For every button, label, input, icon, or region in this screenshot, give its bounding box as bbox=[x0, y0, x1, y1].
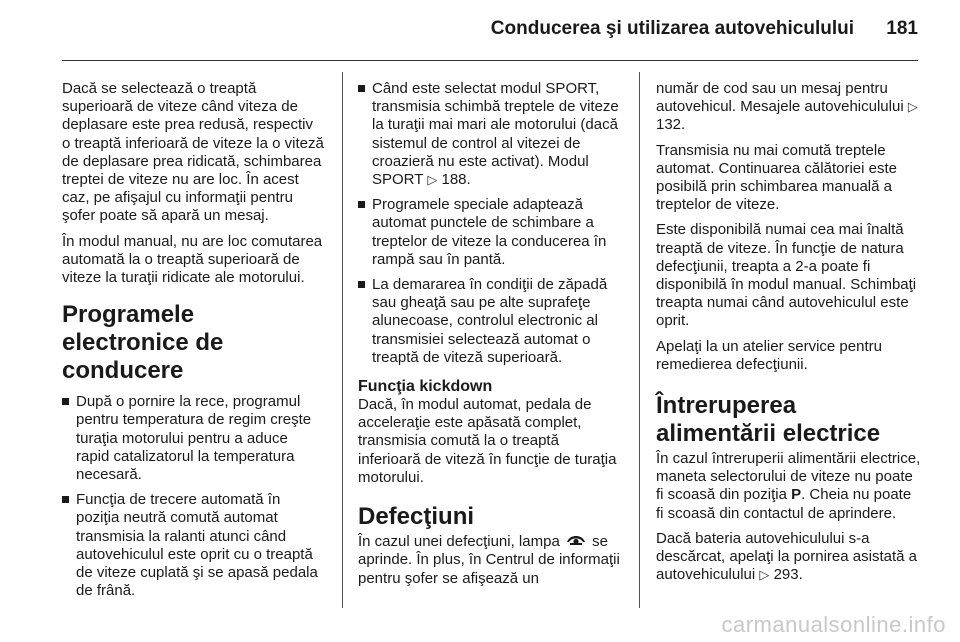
reference-arrow-icon: ▷ bbox=[907, 99, 918, 115]
header-divider bbox=[62, 60, 918, 61]
transmission-warning-lamp-icon bbox=[566, 533, 586, 551]
reference-arrow-icon: ▷ bbox=[427, 172, 438, 188]
section-heading-intrerupere: Întreruperea alimentării electrice bbox=[656, 392, 881, 448]
column-3 bbox=[656, 80, 922, 591]
page-title: Conducerea şi utilizarea autovehiculului bbox=[490, 18, 854, 39]
square-bullet-icon bbox=[358, 85, 365, 92]
paragraph: Dacă se selectează o treaptă superioară de viteze când viteza de deplasare este prea redusă, respectiv o treaptă inferioară de viteze la o viteză de deplasare prea ridicată, schimbarea treptei de viteze nu are loc. În acest caz, pe afişajul cu informaţii pentru şofer poate să apară un mesaj. bbox=[62, 80, 324, 225]
list-item-text: La demararea în condiţii de zăpadă sau gheaţă sau pe alte suprafeţe alunecoase, controlul electronic al transmisiei selectează automat o treaptă de viteză superioară. bbox=[372, 276, 608, 366]
list-item bbox=[358, 196, 623, 269]
section-heading-programe: Programele electronice de conducere bbox=[62, 301, 224, 385]
column-divider-1 bbox=[342, 72, 343, 608]
paragraph: Dacă, în modul automat, pedala de acceleraţie este apăsată complet, transmisia comută la o treaptă inferioară de viteză în funcţie de turaţia motorului. bbox=[358, 396, 617, 486]
paragraph-text: În cazul unei defecţiuni, lampa bbox=[358, 533, 560, 551]
list-item-text: Când este selectat modul SPORT, transmisia schimbă treptele de viteze la turaţii mai mari ale motorului (dacă sistemul de control al vitezei de croazieră nu este activat). Modul SPORT bbox=[372, 80, 619, 189]
paragraph-text: . Cheia nu poate fi scoasă din contactul de aprindere. bbox=[656, 486, 912, 522]
list-item-text: După o pornire la rece, programul pentru temperatura de regim creşte turaţia motorului pentru a aduce rapid catalizatorul la temperatura necesară. bbox=[76, 393, 312, 484]
list-item bbox=[358, 276, 623, 367]
square-bullet-icon bbox=[62, 496, 69, 503]
paragraph-text: număr de cod sau un mesaj pentru autovehicul. Mesajele autovehiculului bbox=[656, 80, 904, 116]
page-number: 181 bbox=[886, 18, 918, 39]
list-item-text: Programele speciale adaptează automat punctele de schimbare a treptelor de viteze la conducerea în rampă sau în pantă. bbox=[372, 196, 607, 268]
subsection-heading-kickdown: Funcţia kickdown bbox=[358, 378, 493, 396]
paragraph-text: Dacă bateria autovehiculului s-a descărcat, apelaţi la pornirea asistată a autovehiculului bbox=[656, 529, 917, 584]
square-bullet-icon bbox=[358, 201, 365, 208]
paragraph: În modul manual, nu are loc comutarea automată la o treaptă superioară de viteze la turaţii ridicate ale motorului. bbox=[62, 232, 323, 287]
square-bullet-icon bbox=[358, 281, 365, 288]
paragraph bbox=[358, 533, 623, 588]
section-heading-defectiuni: Defecţiuni bbox=[358, 503, 475, 531]
column-divider-2 bbox=[639, 72, 640, 608]
page-reference-link[interactable]: 188. bbox=[441, 171, 471, 189]
column-1 bbox=[62, 80, 324, 607]
watermark: carmanualsonline.info bbox=[721, 612, 946, 637]
list-item-text: Funcţia de trecere automată în poziţia neutră comută automat transmisia la ralanti atunci când autovehiculul este oprit cu o treaptă de viteze cuplată şi se apasă pedala de frână. bbox=[76, 491, 318, 600]
list-item bbox=[62, 393, 324, 484]
page-header bbox=[0, 0, 960, 60]
paragraph: Este disponibilă numai cea mai înaltă treaptă de viteze. În funcţie de natura defecţiunii, treapta a 2-a poate fi disponibilă în modul manual. Schimbaţi treapta numai când autovehiculul este oprit. bbox=[656, 221, 917, 330]
paragraph bbox=[656, 80, 922, 135]
page-reference-link[interactable]: 293. bbox=[773, 566, 803, 584]
paragraph bbox=[656, 530, 922, 585]
square-bullet-icon bbox=[62, 398, 69, 405]
page-reference-link[interactable]: 132. bbox=[656, 116, 686, 134]
paragraph-text: se aprinde. În plus, în Centrul de informaţii pentru şofer se afişează un bbox=[358, 533, 620, 587]
list-item bbox=[358, 80, 623, 189]
paragraph: Transmisia nu mai comută treptele automat. Continuarea călătoriei este posibilă prin schimbarea manuală a treptelor de viteze. bbox=[656, 141, 897, 214]
bullet-list bbox=[62, 393, 324, 600]
paragraph bbox=[656, 450, 922, 523]
column-2 bbox=[358, 80, 623, 595]
list-item bbox=[62, 491, 324, 600]
bullet-list bbox=[358, 80, 623, 367]
gear-position-label: P bbox=[791, 486, 802, 504]
paragraph-text: În cazul întreruperii alimentării electrice, maneta selectorului de viteze nu poate fi scoasă din poziţia bbox=[656, 450, 921, 504]
paragraph: Apelaţi la un atelier service pentru remedierea defecţiunii. bbox=[656, 337, 882, 373]
reference-arrow-icon: ▷ bbox=[759, 567, 770, 583]
